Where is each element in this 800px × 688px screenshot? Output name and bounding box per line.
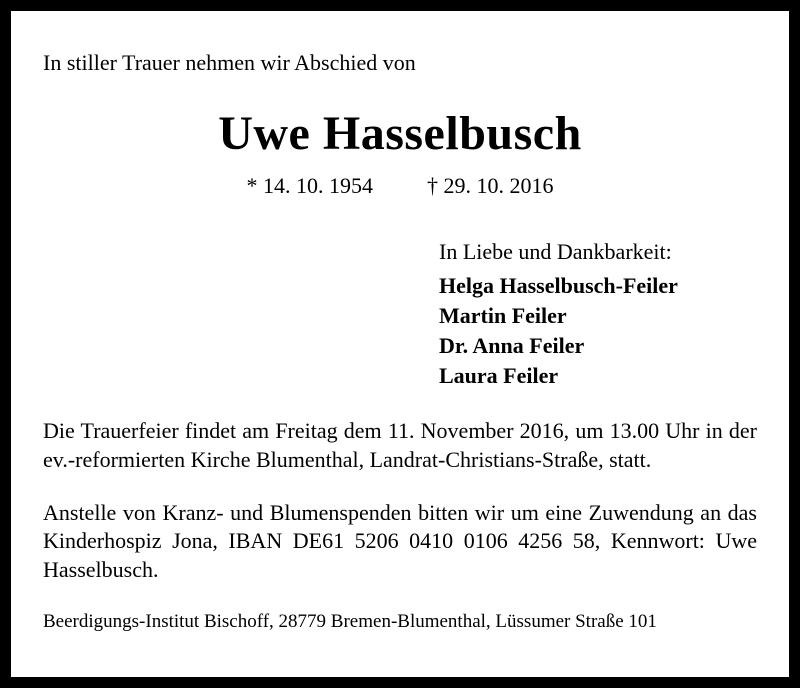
list-item: Dr. Anna Feiler (439, 333, 585, 359)
intro-text: In stiller Trauer nehmen wir Abschied von (43, 50, 416, 75)
deceased-name: Uwe Hasselbusch (218, 106, 582, 160)
list-item: Martin Feiler (439, 303, 567, 329)
birth-date: * 14. 10. 1954 (246, 172, 373, 198)
list-item: Helga Hasselbusch-Feiler (439, 272, 678, 298)
life-dates (39, 173, 761, 199)
family-heading: In Liebe und Dankbarkeit: (439, 238, 672, 264)
list-item: Laura Feiler (439, 363, 559, 389)
ceremony-paragraph: Die Trauerfeier findet am Freitag dem 11. November 2016, um 13.00 Uhr in der ev.-reformierten Kirche Blumenthal, Landrat-Christians-Straße, statt. (43, 418, 757, 472)
funeral-home-line: Beerdigungs-Institut Bischoff, 28779 Bremen-Blumenthal, Lüssumer Straße 101 (43, 611, 657, 633)
donation-paragraph: Anstelle von Kranz- und Blumenspenden bitten wir um eine Zuwendung an das Kinderhospiz Jona, IBAN DE61 5206 0410 0106 4256 58, Kennwort: Uwe Hasselbusch. (43, 499, 757, 582)
family-block (39, 239, 761, 392)
death-date: † 29. 10. 2016 (427, 172, 554, 198)
family-list (439, 271, 761, 392)
